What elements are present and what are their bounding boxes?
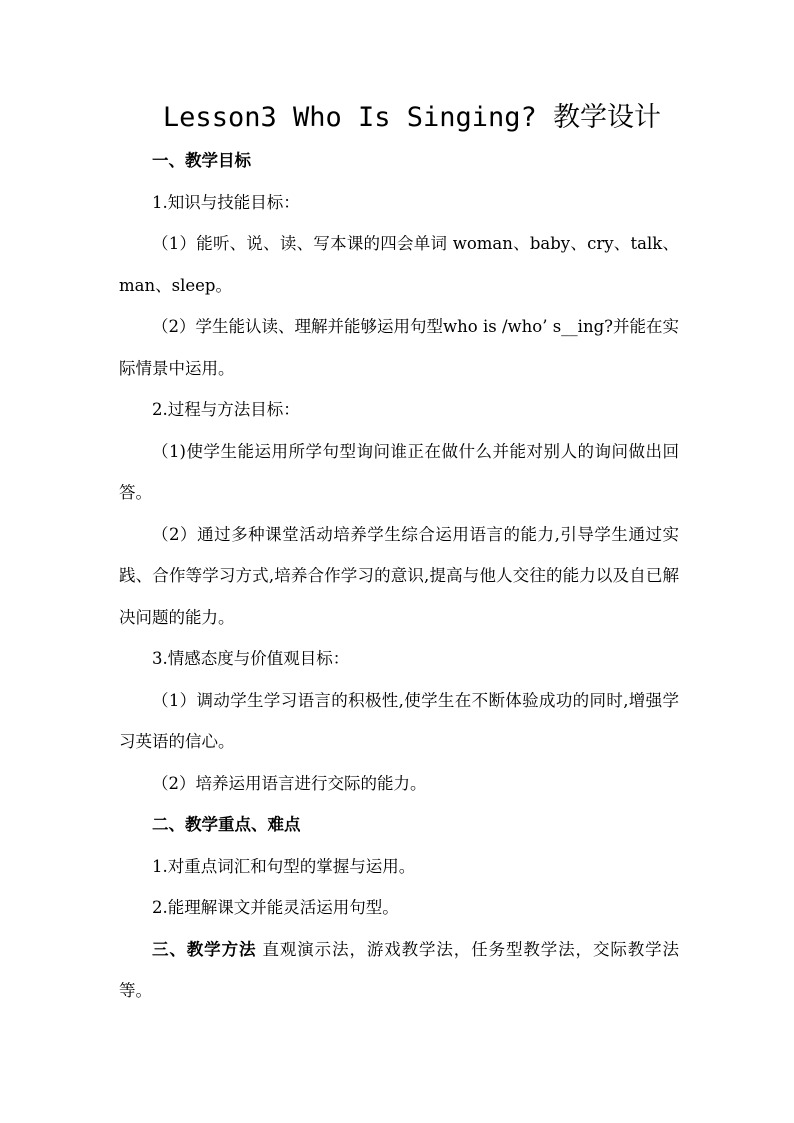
section-heading-methods: 三、教学方法 [152, 939, 257, 959]
key-point-1: 1.对重点词汇和句型的掌握与运用。 [152, 856, 416, 876]
document-body [119, 140, 679, 1012]
goal-process-item-2: （2）通过多种课堂活动培养学生综合运用语言的能力,引导学生通过实践、合作等学习方式,培养合作学习的意识,提高与他人交往的能力以及自已解决问题的能力。 [119, 524, 679, 627]
goal-knowledge-item-2: （2）学生能认读、理解并能够运用句型who is /who’ s__ing?并能在实际情景中运用。 [119, 317, 679, 378]
section-heading-key-points: 二、教学重点、难点 [152, 815, 301, 834]
teaching-methods-paragraph [119, 929, 679, 1012]
goal-process-title: 2.过程与方法目标： [152, 400, 300, 419]
document-title: Lesson3 Who Is Singing? 教学设计 [162, 102, 662, 133]
goal-knowledge-item-1: （1）能听、说、读、写本课的四会单词 woman、baby、cry、talk、man、sleep。 [119, 234, 679, 295]
goal-attitude-item-1: （1）调动学生学习语言的积极性,使学生在不断体验成功的同时,增强学习英语的信心。 [119, 690, 679, 751]
goal-process-item-1: （1)使学生能运用所学句型询问谁正在做什么并能对别人的询问做出回答。 [119, 441, 679, 502]
key-point-2: 2.能理解课文并能灵活运用句型。 [152, 898, 399, 917]
section-heading-objectives: 一、教学目标 [152, 151, 251, 170]
teaching-methods-text: 直观演示法，游戏教学法，任务型教学法，交际教学法等。 [119, 939, 680, 1000]
goal-attitude-title: 3.情感态度与价值观目标： [152, 649, 350, 668]
goal-attitude-item-2: （2）培养运用语言进行交际的能力。 [152, 773, 427, 793]
goal-knowledge-title: 1.知识与技能目标： [152, 192, 300, 212]
